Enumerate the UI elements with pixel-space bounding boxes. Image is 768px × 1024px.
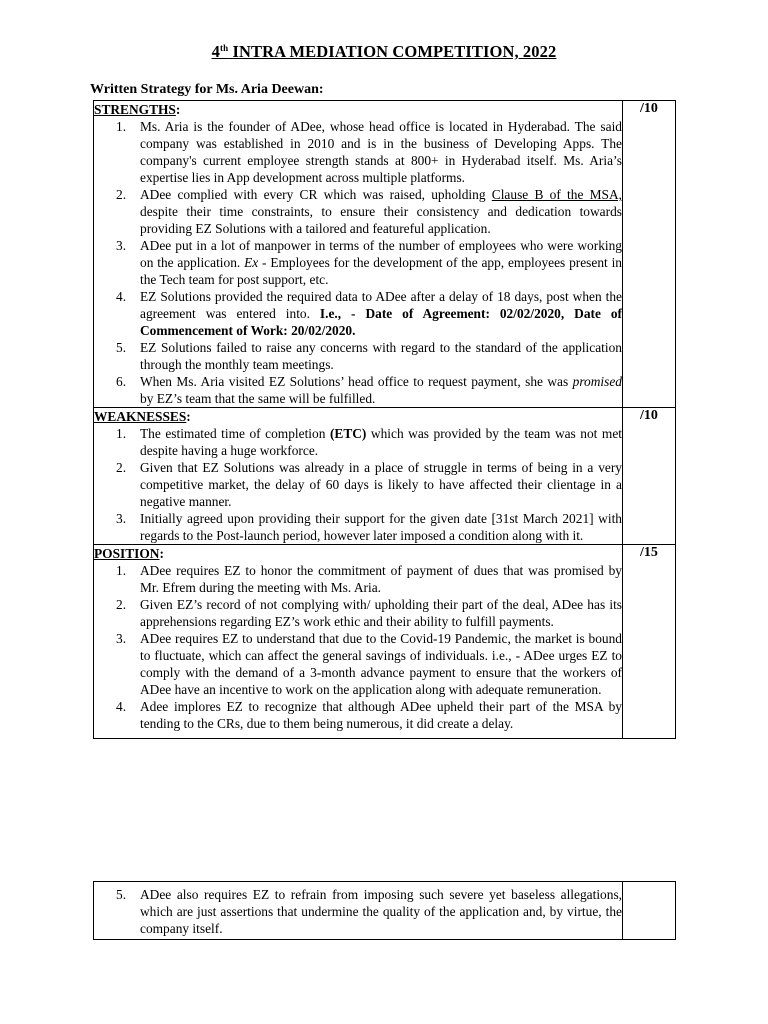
- list-item: 1. ADee requires EZ to honor the commitment of payment of dues that was promised by Mr. Efrem during the meeting with Ms. Aria.: [116, 563, 622, 595]
- list-item: 1. The estimated time of completion (ETC) which was provided by the team was not met despite having a huge workforce.: [116, 426, 622, 458]
- position-cell: [94, 545, 623, 739]
- list-item: 5. ADee also requires EZ to refrain from imposing such severe yet baseless allegations, which are just assertions that undermine the quality of the application and, by virtue, the company itself.: [116, 887, 622, 936]
- continuation-list: [94, 886, 622, 937]
- list-item: 2. Given that EZ Solutions was already in a place of struggle in terms of being in a very competitive market, the delay of 60 days is likely to have affected their clientage in a negative manner.: [116, 460, 622, 509]
- position-list: [94, 562, 622, 732]
- clause-reference: Clause B of the MSA,: [491, 187, 622, 202]
- continuation-table: [93, 881, 676, 940]
- weaknesses-list: [94, 425, 622, 544]
- continuation-score: [623, 882, 676, 940]
- position-row: [94, 545, 676, 739]
- list-item: 4. Adee implores EZ to recognize that although ADee upheld their part of the MSA by tending to the CRs, due to them being numerous, it did create a delay.: [116, 699, 622, 731]
- continuation-cell: [94, 882, 623, 940]
- weaknesses-row: [94, 408, 676, 545]
- strengths-cell: [94, 101, 623, 408]
- document-subtitle: Written Strategy for Ms. Aria Deewan:: [90, 82, 324, 97]
- strengths-heading: STRENGTHS:: [94, 102, 181, 117]
- list-item: 3. Initially agreed upon providing their support for the given date [31st March 2021] with regards to the Post-launch period, however later imposed a condition along with it.: [116, 511, 622, 543]
- weaknesses-heading: WEAKNESSES:: [94, 409, 191, 424]
- list-item: 2. ADee complied with every CR which was raised, upholding Clause B of the MSA, despite their time constraints, to ensure their consistency and dedication towards providing EZ Solutions with a tailored and featureful application.: [116, 187, 622, 236]
- page-title: 4th INTRA MEDIATION COMPETITION, 2022: [211, 42, 557, 61]
- weaknesses-score: /10: [623, 408, 676, 545]
- list-item: 2. Given EZ’s record of not complying with/ upholding their part of the deal, ADee has its apprehensions regarding EZ’s work ethic and their ability to fulfill payments.: [116, 597, 622, 629]
- list-item: 1. Ms. Aria is the founder of ADee, whose head office is located in Hyderabad. The said company was established in 2010 and is in the business of Developing Apps. The company's current employee strength stands at 800+ in Hyderabad itself. Ms. Aria’s expertise lies in App development across multiple platforms.: [116, 119, 622, 185]
- continuation-row: [94, 882, 676, 940]
- strengths-list: [94, 118, 622, 407]
- position-heading: POSITION:: [94, 546, 164, 561]
- strengths-row: [94, 101, 676, 408]
- list-item: 6. When Ms. Aria visited EZ Solutions’ head office to request payment, she was promised by EZ’s team that the same will be fulfilled.: [116, 374, 622, 406]
- strategy-table: [93, 100, 676, 739]
- weaknesses-cell: [94, 408, 623, 545]
- strengths-score: /10: [623, 101, 676, 408]
- list-item: 4. EZ Solutions provided the required data to ADee after a delay of 18 days, post when the agreement was entered into. I.e., - Date of Agreement: 02/02/2020, Date of Commencement of Work: 20/02/2020.: [116, 289, 623, 338]
- position-score: /15: [623, 545, 676, 739]
- list-item: 3. ADee requires EZ to understand that due to the Covid-19 Pandemic, the market is bound to fluctuate, which can affect the general savings of individuals. i.e., - ADee urges EZ to comply with the demand of a 3-month advance payment to ensure that the workers of ADee have an incentive to work on the application along with adequate remuneration.: [116, 631, 622, 697]
- list-item: 5. EZ Solutions failed to raise any concerns with regard to the standard of the application through the monthly team meetings.: [116, 340, 622, 372]
- list-item: 3. ADee put in a lot of manpower in terms of the number of employees who were working on the application. Ex - Employees for the development of the app, employees present in the Tech team for post support, etc.: [116, 238, 622, 287]
